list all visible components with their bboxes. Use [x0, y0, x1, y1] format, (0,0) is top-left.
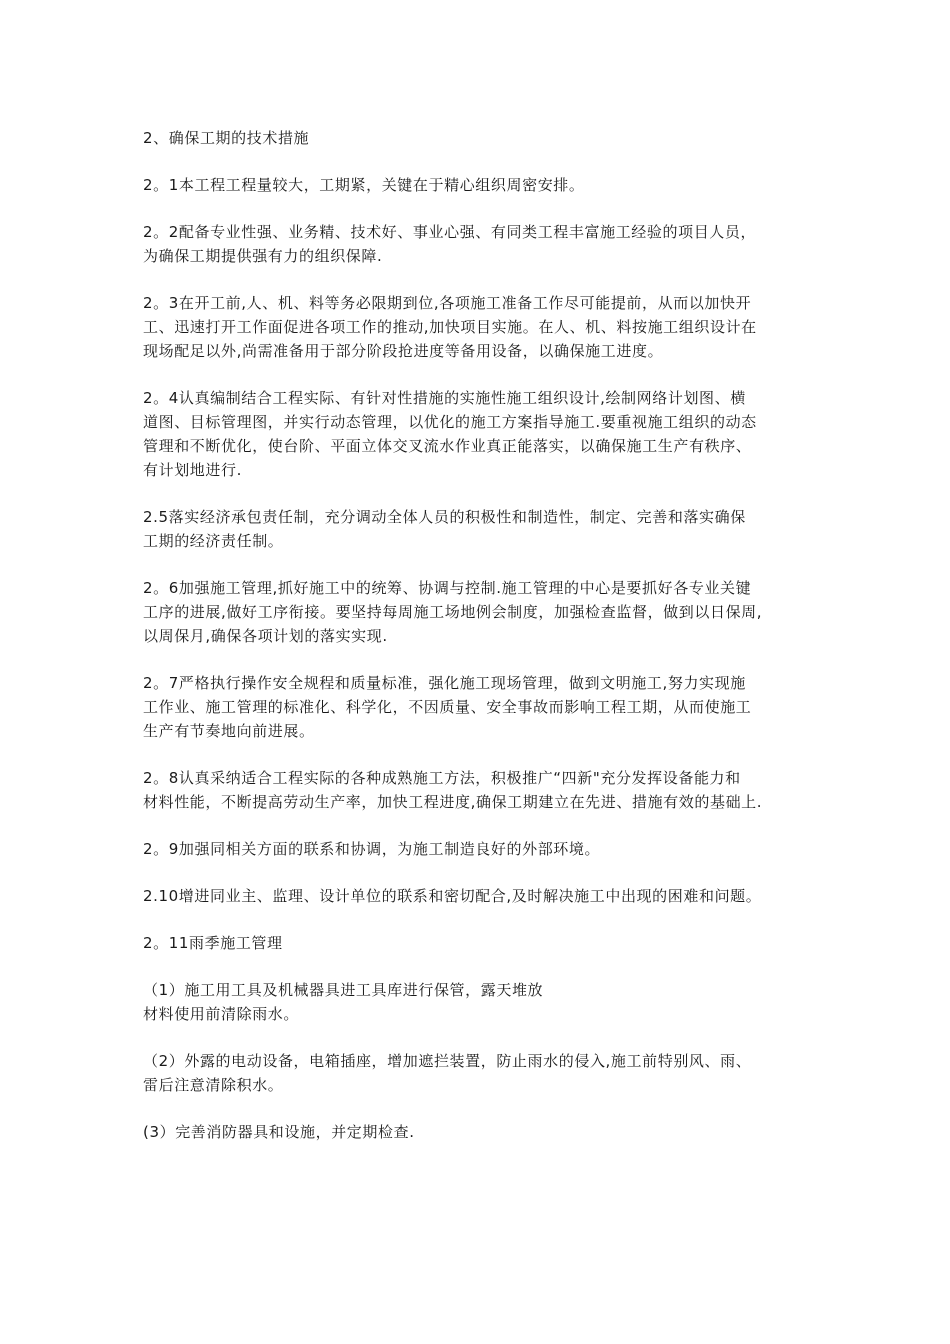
paragraph [143, 291, 823, 363]
paragraph [143, 837, 823, 861]
paragraph-line: 管理和不断优化，使台阶、平面立体交叉流水作业真正能落实，以确保施工生产有秩序、 [143, 437, 752, 455]
section-title [143, 126, 823, 150]
paragraph [143, 173, 823, 197]
paragraph-line: 2。9加强同相关方面的联系和协调，为施工制造良好的外部环境。 [143, 840, 601, 858]
paragraph-line: 2。3在开工前,人、机、料等务必限期到位,各项施工准备工作尽可能提前，从而以加快开 [143, 294, 752, 312]
paragraph [143, 1120, 823, 1144]
paragraph-list [143, 173, 823, 1144]
paragraph-line: 材料性能，不断提高劳动生产率，加快工程进度,确保工期建立在先进、措施有效的基础上. [143, 793, 763, 811]
paragraph-line: 材料使用前清除雨水。 [143, 1005, 300, 1023]
paragraph-line: 工作业、施工管理的标准化、科学化，不因质量、安全事故而影响工程工期，从而使施工 [143, 698, 752, 716]
paragraph-line: (3）完善消防器具和设施，并定期检查. [143, 1123, 415, 1141]
paragraph-line: （1）施工用工具及机械器具进工具库进行保管，露天堆放 [143, 981, 544, 999]
document-body [143, 126, 823, 1167]
paragraph-line: 2。2配备专业性强、业务精、技术好、事业心强、有同类工程丰富施工经验的项目人员， [143, 223, 757, 241]
paragraph-line: 2。6加强施工管理,抓好施工中的统筹、协调与控制.施工管理的中心是要抓好各专业关键 [143, 579, 752, 597]
paragraph-line: 为确保工期提供强有力的组织保障. [143, 247, 383, 265]
paragraph-line: 生产有节奏地向前进展。 [143, 722, 315, 740]
paragraph-line: （2）外露的电动设备，电箱插座，增加遮拦装置，防止雨水的侵入,施工前特别风、雨、 [143, 1052, 752, 1070]
paragraph-line: 2。8认真采纳适合工程实际的各种成熟施工方法，积极推广“四新"充分发挥设备能力和 [143, 769, 741, 787]
paragraph-line: 现场配足以外,尚需准备用于部分阶段抢进度等备用设备，以确保施工进度。 [143, 342, 664, 360]
paragraph [143, 671, 823, 743]
paragraph-line: 2.5落实经济承包责任制，充分调动全体人员的积极性和制造性，制定、完善和落实确保 [143, 508, 746, 526]
paragraph-line: 2。4认真编制结合工程实际、有针对性措施的实施性施工组织设计,绘制网络计划图、横 [143, 389, 746, 407]
paragraph [143, 576, 823, 648]
paragraph-line: 工序的进展,做好工序衔接。要坚持每周施工场地例会制度，加强检查监督，做到以日保周, [143, 603, 763, 621]
paragraph-line: 2。7严格执行操作安全规程和质量标准，强化施工现场管理，做到文明施工,努力实现施 [143, 674, 746, 692]
paragraph-line: 工期的经济责任制。 [143, 532, 284, 550]
paragraph-line: 2。1本工程工程量较大，工期紧，关键在于精心组织周密安排。 [143, 176, 585, 194]
paragraph-line: 工、迅速打开工作面促进各项工作的推动,加快项目实施。在人、机、料按施工组织设计在 [143, 318, 757, 336]
paragraph-line: 2.10增进同业主、监理、设计单位的联系和密切配合,及时解决施工中出现的困难和问题。 [143, 887, 762, 905]
paragraph-line: 以周保月,确保各项计划的落实实现. [143, 627, 388, 645]
paragraph-line: 雷后注意清除积水。 [143, 1076, 284, 1094]
paragraph-line: 2。11雨季施工管理 [143, 934, 283, 952]
paragraph [143, 766, 823, 814]
paragraph [143, 505, 823, 553]
paragraph-line: 道图、目标管理图，并实行动态管理，以优化的施工方案指导施工.要重视施工组织的动态 [143, 413, 757, 431]
paragraph [143, 1049, 823, 1097]
section-title-text: 2、确保工期的技术措施 [143, 129, 310, 147]
paragraph [143, 386, 823, 482]
paragraph-line: 有计划地进行. [143, 461, 242, 479]
paragraph [143, 978, 823, 1026]
paragraph [143, 931, 823, 955]
paragraph [143, 220, 823, 268]
paragraph [143, 884, 823, 908]
